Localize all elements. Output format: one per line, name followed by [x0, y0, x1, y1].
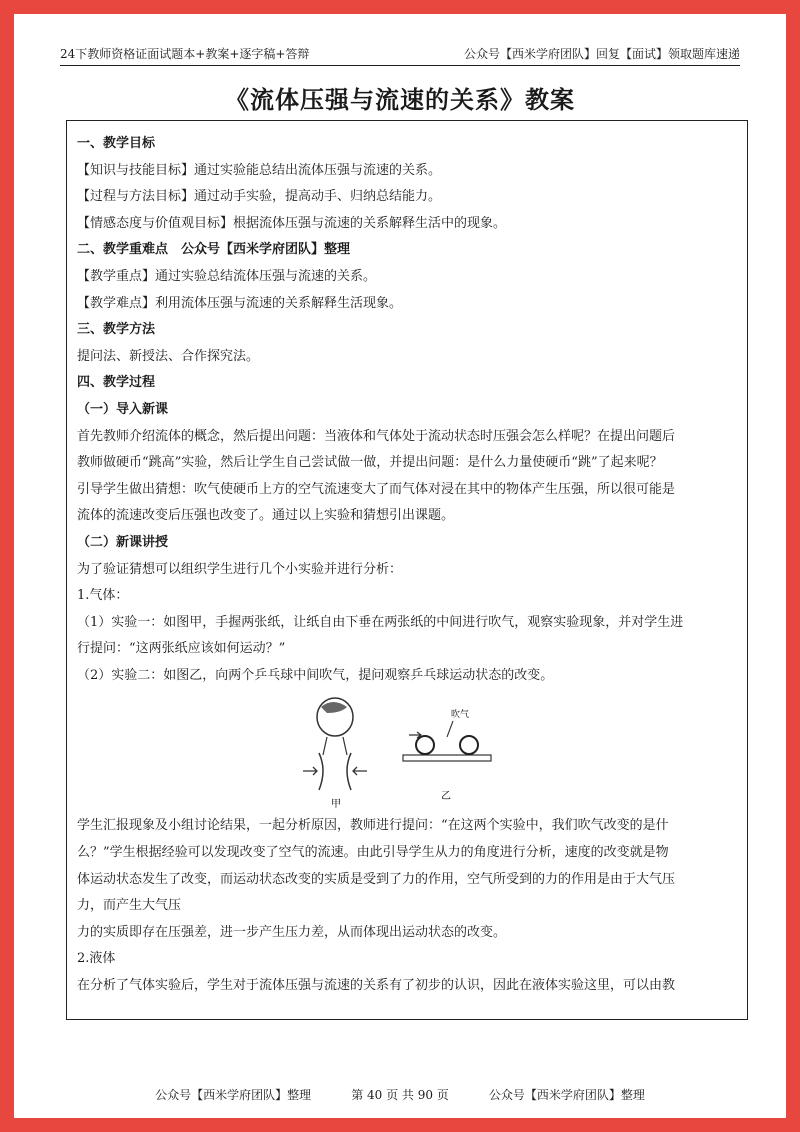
text-line: 为了验证猜想可以组织学生进行几个小实验并进行分析：: [77, 561, 403, 577]
figure-label-jia: 甲: [331, 799, 341, 811]
ball-track: [403, 755, 491, 761]
section-heading: 一、教学目标: [77, 136, 156, 151]
text-line: 【情感态度与价值观目标】根据流体压强与流速的关系解释生活中的现象。: [77, 215, 507, 231]
text-line: 在分析了气体实验后，学生对于流体压强与流速的关系有了初步的认识，因此在液体实验这里，可以由教: [77, 978, 676, 994]
section-heading: 二、教学重难点 公众号【西米学府团队】整理: [77, 242, 351, 258]
footer-left-text: 公众号【西米学府团队】整理: [155, 1088, 312, 1102]
text-line: （1）实验一：如图甲，手握两张纸，让纸自由下垂在两张纸的中间进行吹气，观察实验现象，并对学生进: [77, 614, 684, 630]
text-line: 2.液体: [77, 951, 116, 967]
page-footer: [14, 1086, 786, 1103]
text-line: 【教学重点】通过实验总结流体压强与流速的关系。: [77, 268, 377, 284]
paper-right: [347, 753, 351, 790]
blow-arrow: [409, 732, 421, 738]
page-number: 第 40 页 共 90 页: [351, 1088, 449, 1102]
text-line: 提问法、新授法、合作探究法。: [77, 348, 260, 364]
document-page: [14, 14, 786, 1118]
header-right-text: 公众号【西米学府团队】回复【面试】领取题库速递: [463, 47, 740, 61]
text-line: 流体的流速改变后压强也改变了。通过以上实验和猜想引出课题。: [77, 508, 455, 524]
subsection-heading: （一）导入新课: [77, 401, 169, 417]
text-line: 教师做硬币“跳高”实验，然后让学生自己尝试做一做，并提出问题：是什么力量使硬币“跳”了起来呢？: [77, 455, 663, 471]
figure-label-chuiqi: 吹气: [451, 710, 470, 721]
text-line: （2）实验二：如图乙，向两个乒乓球中间吹气，提问观察乒乓球运动状态的改变。: [77, 667, 554, 683]
text-line: 么？”学生根据经验可以发现改变了空气的流速。由此引导学生从力的角度进行分析，速度的改变就是物: [77, 845, 669, 861]
text-line: 【教学难点】利用流体压强与流速的关系解释生活现象。: [77, 295, 403, 311]
paper-left: [319, 753, 323, 790]
lesson-plan-box: [66, 120, 748, 1020]
ping-pong-ball-right: [460, 736, 478, 754]
text-line: 力的实质即存在压强差，进一步产生压力差，从而体现出运动状态的改变。: [77, 924, 507, 940]
text-line: 力，而产生大气压: [77, 898, 182, 914]
header-left-text: 24下教师资格证面试题本+教案+逐字稿+答辩: [60, 47, 310, 61]
hand-lines: [323, 737, 347, 755]
text-line: 首先教师介绍流体的概念，然后提出问题：当液体和气体处于流动状态时压强会怎么样呢？在提出问题后: [77, 428, 676, 444]
ping-pong-ball-left: [416, 736, 434, 754]
hair-shape: [321, 702, 347, 713]
experiment-figure: [77, 689, 739, 813]
figure-label-yi: 乙: [441, 791, 451, 803]
footer-right-text: 公众号【西米学府团队】整理: [488, 1088, 645, 1102]
section-heading: 三、教学方法: [77, 322, 156, 338]
page-header: [60, 40, 740, 66]
subsection-heading: （二）新课讲授: [77, 534, 169, 550]
text-line: 1.气体：: [77, 588, 129, 604]
blow-direction-line: [447, 721, 453, 737]
text-line: 行提问：“这两张纸应该如何运动？”: [77, 641, 286, 657]
force-arrow-right: [353, 767, 367, 775]
section-heading: 四、教学过程: [77, 375, 156, 391]
text-line: 【知识与技能目标】通过实验能总结出流体压强与流速的关系。: [77, 162, 442, 178]
text-line: 【过程与方法目标】通过动手实验，提高动手、归纳总结能力。: [77, 189, 442, 205]
experiment-illustration: [297, 695, 497, 811]
page-title: 《流体压强与流速的关系》教案: [225, 86, 575, 114]
text-line: 学生汇报现象及小组讨论结果，一起分析原因，教师进行提问：“在这两个实验中，我们吹气改变的是什: [77, 818, 669, 834]
text-line: 体运动状态发生了改变，而运动状态改变的实质是受到了力的作用，空气所受到的力的作用是由于大气压: [77, 871, 676, 887]
force-arrow-left: [303, 767, 317, 775]
text-line: 引导学生做出猜想：吹气使硬币上方的空气流速变大了而气体对浸在其中的物体产生压强，所以很可能是: [77, 481, 676, 497]
